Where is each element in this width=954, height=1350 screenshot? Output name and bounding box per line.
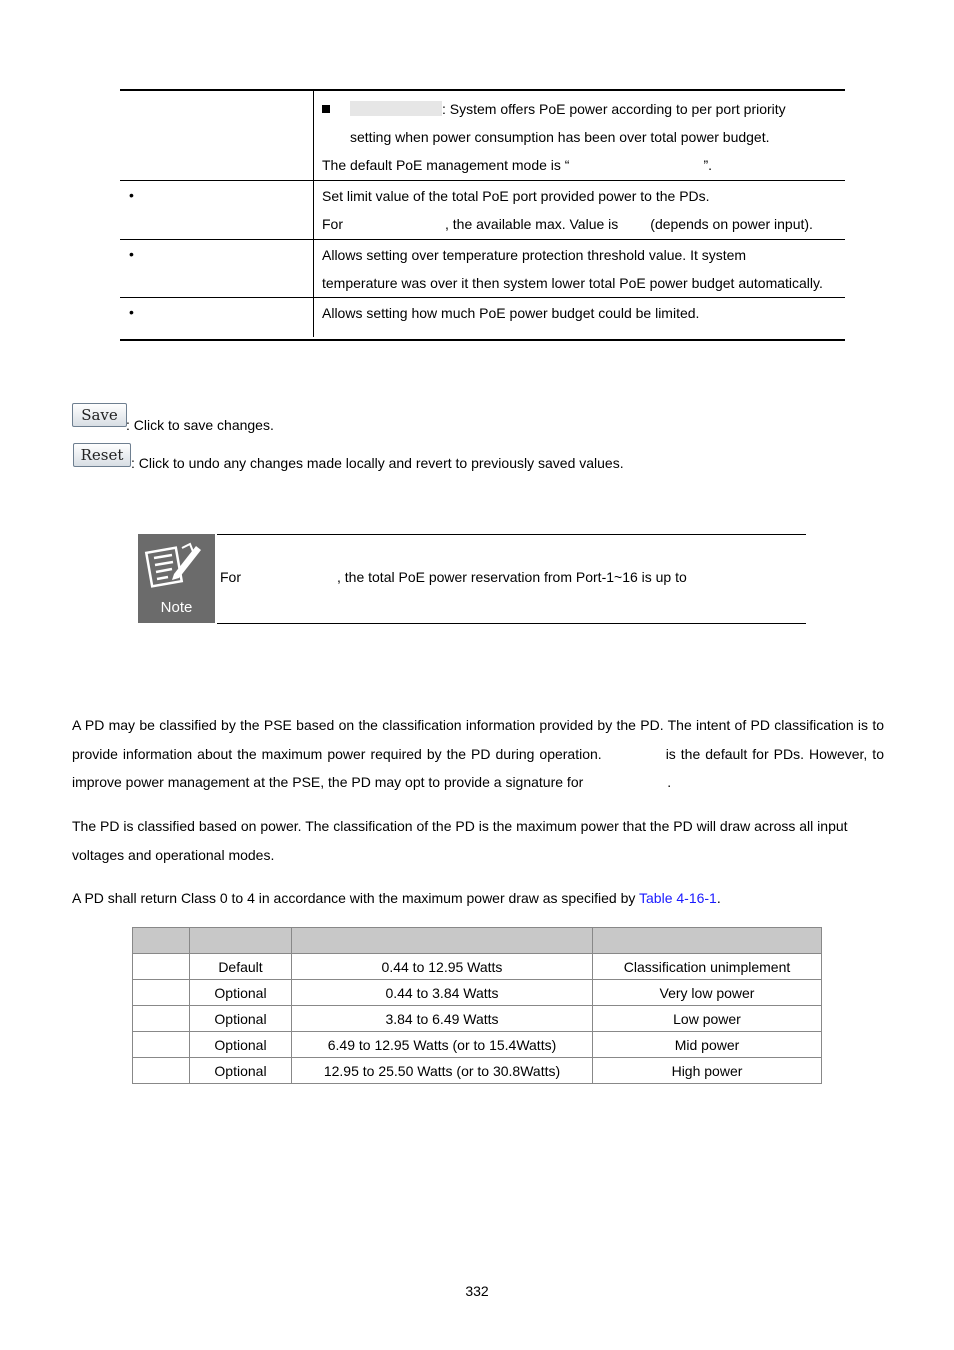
column-header (190, 928, 292, 954)
class-table (132, 927, 822, 1084)
table-cell: Default (190, 954, 292, 980)
note-icon (138, 534, 215, 623)
table-cell (133, 980, 190, 1006)
table-row (133, 1006, 822, 1032)
table-cell: 12.95 to 25.50 Watts (or to 30.8Watts) (292, 1058, 593, 1084)
table-cell (133, 1058, 190, 1084)
note-top-rule (217, 534, 806, 535)
table-cell: Mid power (593, 1032, 822, 1058)
description-cell: Set limit value of the total PoE port provided power to the PDs. For , the available max. Value is (depends on power input). (322, 187, 813, 232)
table-link[interactable]: Table 4-16-1 (639, 890, 717, 906)
table-cell: Low power (593, 1006, 822, 1032)
table-cell: Optional (190, 1058, 292, 1084)
table-cell: Optional (190, 1006, 292, 1032)
table-row (133, 1032, 822, 1058)
paragraph-classification: A PD may be classified by the PSE based on the classification information provided by the PD. The intent of PD classification is to provide information about the maximum power required by the PD during operation. is the default for PDs. However, to improve power management at the PSE, the PD may opt to provide a signature for . (72, 717, 884, 790)
table-row (120, 90, 845, 180)
table-row (133, 980, 822, 1006)
reset-description: : Click to undo any changes made locally and revert to previously saved values. (131, 455, 624, 471)
column-header (593, 928, 822, 954)
save-description: : Click to save changes. (126, 417, 274, 433)
redacted-term (350, 101, 442, 116)
table-cell: 0.44 to 3.84 Watts (292, 980, 593, 1006)
table-row (120, 297, 845, 337)
bullet: • (129, 303, 134, 320)
table-row (120, 239, 845, 297)
description-cell: : System offers PoE power according to per port priority setting when power consumption has been over total power budget. The default PoE management mode is “ ”. (322, 101, 786, 173)
parameter-cell (120, 90, 314, 180)
table-cell: Optional (190, 1032, 292, 1058)
table-cell: 3.84 to 6.49 Watts (292, 1006, 593, 1032)
column-header (133, 928, 190, 954)
table-cell: Classification unimplement (593, 954, 822, 980)
table-cell: 6.49 to 12.95 Watts (or to 15.4Watts) (292, 1032, 593, 1058)
column-header (292, 928, 593, 954)
parameter-cell (120, 297, 314, 337)
table-row (120, 180, 845, 239)
note-label: Note (160, 599, 193, 616)
note-bottom-rule (217, 623, 806, 624)
paragraph-power: The PD is classified based on power. The classification of the PD is the maximum power that the PD will draw across all input voltages and operational modes. (72, 818, 848, 863)
save-button[interactable]: Save (72, 403, 127, 427)
description-cell: Allows setting over temperature protection threshold value. It system temperature was over it then system lower total PoE power budget automatically. (322, 246, 823, 291)
reset-button[interactable]: Reset (73, 443, 131, 467)
table-cell: Optional (190, 980, 292, 1006)
parameter-table (120, 90, 845, 337)
page-number: 332 (465, 1283, 489, 1299)
paragraph-class-return: A PD shall return Class 0 to 4 in accordance with the maximum power draw as specified by Table 4-16-1. (72, 890, 721, 906)
table-row (133, 954, 822, 980)
parameter-cell (120, 239, 314, 297)
bullet: • (129, 186, 134, 203)
table-header-row (133, 928, 822, 954)
table-bottom-rule (120, 339, 845, 341)
table-row (133, 1058, 822, 1084)
table-cell: High power (593, 1058, 822, 1084)
table-cell (133, 1032, 190, 1058)
table-cell (133, 954, 190, 980)
parameter-cell (120, 180, 314, 239)
table-cell: 0.44 to 12.95 Watts (292, 954, 593, 980)
bullet: • (129, 245, 134, 262)
note-text: For , the total PoE power reservation from Port-1~16 is up to (220, 569, 687, 585)
table-cell (133, 1006, 190, 1032)
table-cell: Very low power (593, 980, 822, 1006)
description-cell: Allows setting how much PoE power budget could be limited. (322, 304, 700, 321)
square-bullet-icon (322, 105, 330, 113)
